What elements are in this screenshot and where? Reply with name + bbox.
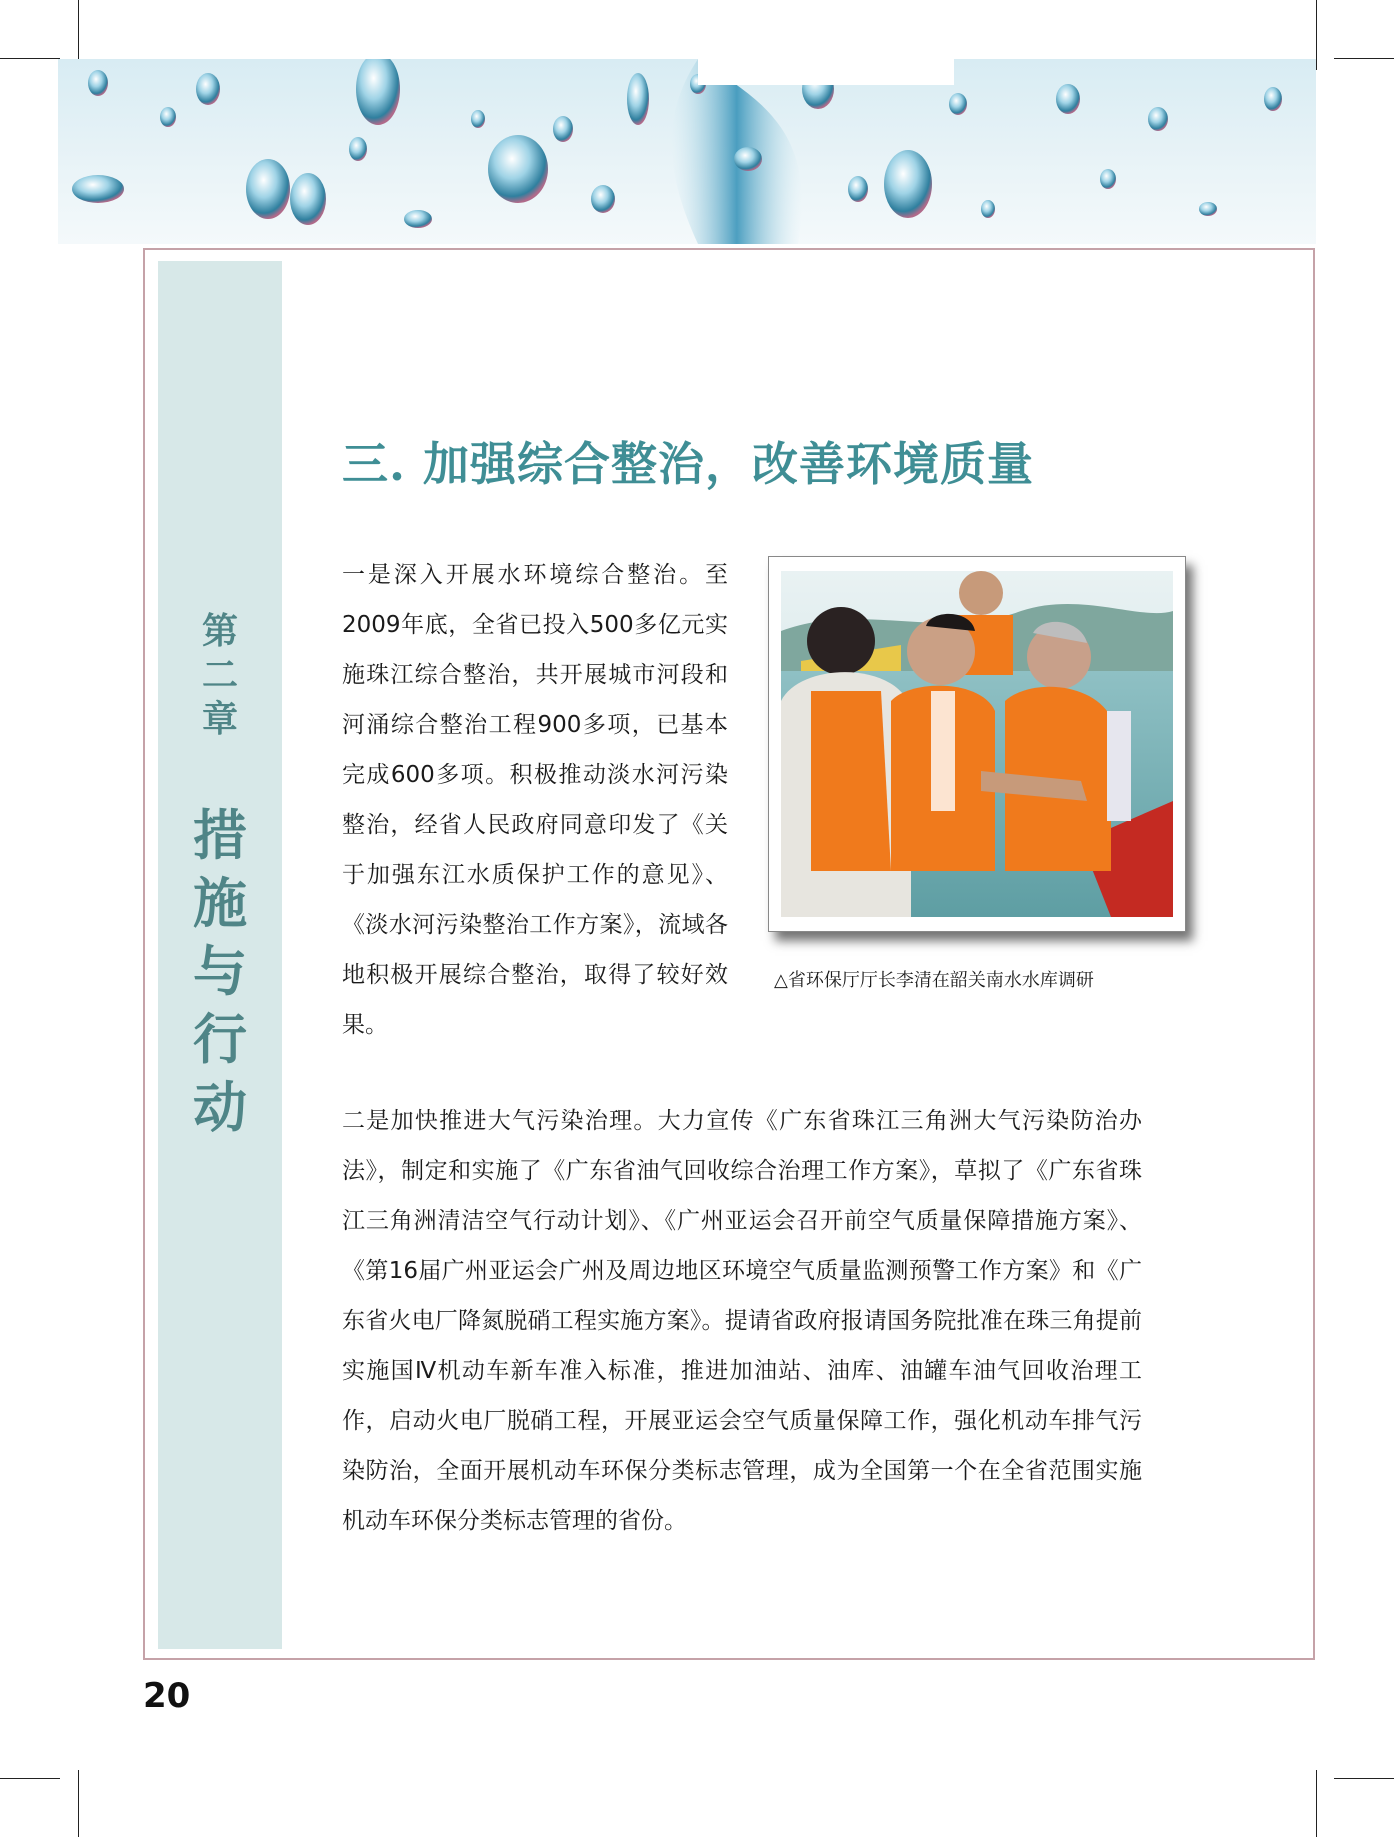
officials-in-life-jackets-illustration xyxy=(781,571,1173,917)
page-number: 20 xyxy=(143,1676,191,1716)
photo-frame xyxy=(768,556,1186,932)
crop-mark xyxy=(0,58,60,59)
photo-caption: △省环保厅厅长李清在韶关南水水库调研 xyxy=(774,970,1094,991)
chapter-sidebar xyxy=(158,261,282,1649)
section-title: 三. 加强综合整治，改善环境质量 xyxy=(342,437,1035,491)
water-droplets-illustration xyxy=(58,59,1316,244)
chapter-title: 措 施 与 行 动 xyxy=(193,803,247,1139)
crop-mark xyxy=(78,1770,79,1837)
paragraph-water-treatment: 一是深入开展水环境综合整治。至2009年底，全省已投入500多亿元实施珠江综合整治，共开展城市河段和河涌综合整治工程900多项，已基本完成600多项。积极推动淡水河污染整治，经省人民政府同意印发了《关于加强东江水质保护工作的意见》、《淡水河污染整治工作方案》，流域各地积极开展综合整治，取得了较好效果。 xyxy=(342,562,728,1038)
photo-officials-on-boat xyxy=(781,571,1173,917)
crop-mark xyxy=(1316,0,1317,70)
paragraph-air-pollution: 二是加快推进大气污染治理。大力宣传《广东省珠江三角洲大气污染防治办法》，制定和实施了《广东省油气回收综合治理工作方案》，草拟了《广东省珠江三角洲清洁空气行动计划》、《广州亚运会召开前空气质量保障措施方案》、《第16届广州亚运会广州及周边地区环境空气质量监测预警工作方案》和《广东省火电厂降氮脱硝工程实施方案》。提请省政府报请国务院批准在珠三角提前实施国Ⅳ机动车新车准入标准，推进加油站、油库、油罐车油气回收治理工作，启动火电厂脱硝工程，开展亚运会空气质量保障工作，强化机动车排气污染防治，全面开展机动车环保分类标志管理，成为全国第一个在全省范围实施机动车环保分类标志管理的省份。 xyxy=(342,1108,1142,1534)
chapter-number: 第 二 章 xyxy=(201,610,238,740)
crop-mark xyxy=(0,1778,60,1779)
crop-mark xyxy=(1316,1770,1317,1837)
water-droplet-banner xyxy=(58,59,1316,244)
crop-mark xyxy=(1334,1778,1394,1779)
banner-tab xyxy=(698,59,954,85)
crop-mark xyxy=(1334,58,1394,59)
